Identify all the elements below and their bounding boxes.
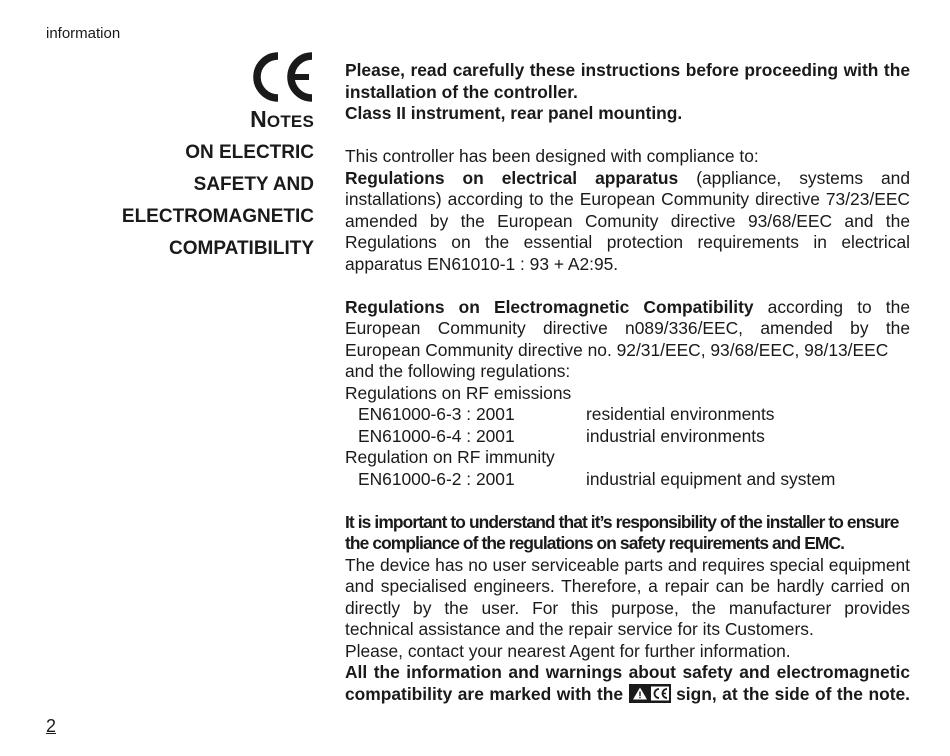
standard-code: EN61000-6-2 : 2001: [358, 468, 515, 489]
standard-environment: industrial environments: [586, 425, 765, 446]
compliance-lead: This controller has been designed with compliance to:: [345, 146, 759, 166]
emc-regulations-text: according to the European Community directive n089/336/EEC, amended by the European Community directive no. 92/31/EEC, 93/68/EEC, 98/13/EEC: [345, 296, 910, 360]
section-label: information: [46, 25, 121, 42]
side-heading: [122, 104, 314, 265]
warning-ce-sign-icon: [629, 684, 671, 703]
standard-code: EN61000-6-3 : 2001: [358, 404, 515, 424]
intro-warning: Please, read carefully these instructions before proceeding with the installation of the controller.: [345, 60, 910, 102]
warning-sign-notice: [345, 662, 910, 705]
immunity-title: Regulation on RF immunity: [345, 447, 555, 467]
warning-sign-text: All the information and warnings about safety and electromagnetic compatibility are marked with the: [345, 662, 910, 704]
instrument-class: Class II instrument, rear panel mounting.: [345, 103, 683, 123]
notes-title-initial: N: [250, 106, 267, 132]
standard-environment: industrial equipment and system: [586, 468, 836, 489]
heading-line: SAFETY AND: [193, 174, 314, 195]
ce-mark-icon: [247, 50, 317, 104]
safety-regulations-title: Regulations on electrical apparatus: [345, 167, 679, 188]
repair-notice: The device has no user serviceable parts and requires special equipment and specialised engineers. Therefore, a repair can be hardly carried on directly by the user. For this purpose, the manufacturer provides technical assistance and the repair service for its Customers.: [345, 554, 910, 639]
notes-title-rest: OTES: [266, 112, 314, 131]
heading-line: ELECTROMAGNETIC: [121, 206, 314, 227]
safety-regulations-text: (appliance, systems and installations) according to the European Community directive 73/23/EEC amended by the European Comunity directive 93/68/EEC and the Regulations on the essential protection requirements in electrical apparatus EN61010-1 : 93 + A2:95.: [345, 167, 910, 274]
warning-sign-text-end: sign, at the side of the note.: [670, 683, 910, 704]
heading-line: COMPATIBILITY: [169, 238, 314, 259]
standard-row: [345, 426, 910, 448]
heading-line: ON ELECTRIC: [185, 142, 314, 163]
emissions-title: Regulations on RF emissions: [345, 382, 572, 403]
following-regulations: and the following regulations:: [345, 361, 571, 381]
emc-regulations-title: Regulations on Electromagnetic Compatibility: [345, 296, 754, 317]
standard-row: [345, 469, 910, 491]
emc-regulations: [345, 297, 910, 362]
notes-title: [122, 104, 314, 137]
page-number: 2: [46, 716, 57, 736]
standard-code: EN61000-6-4 : 2001: [358, 425, 515, 446]
contact-notice: Please, contact your nearest Agent for further information.: [345, 640, 791, 661]
main-text: [345, 60, 910, 705]
safety-regulations: [345, 168, 910, 276]
standard-environment: residential environments: [586, 404, 775, 424]
standard-row: [345, 404, 910, 426]
installer-responsibility: It is important to understand that it’s responsibility of the installer to ensure the compliance of the regulations on safety requirements and EMC.: [345, 511, 899, 553]
